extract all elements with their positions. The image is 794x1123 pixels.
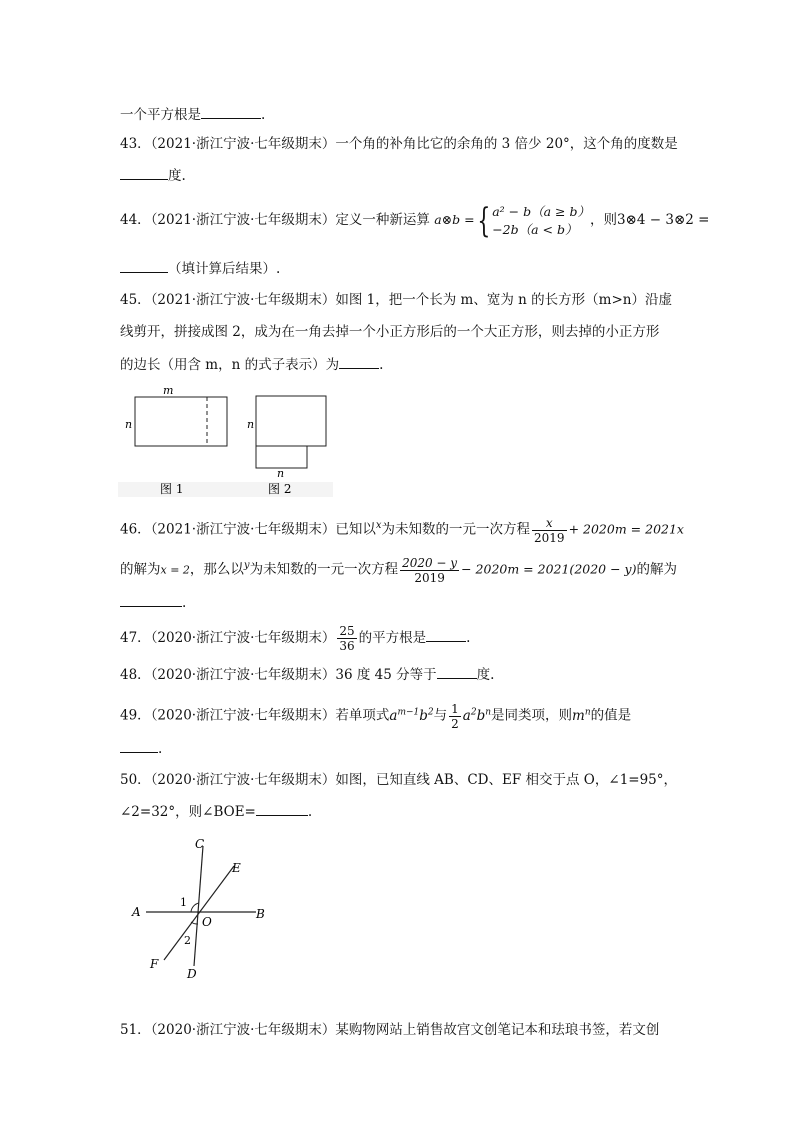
question-number: 51． bbox=[120, 1022, 151, 1038]
equation: + 2020m = 2021x bbox=[568, 521, 684, 537]
label-n: n bbox=[277, 467, 285, 480]
question-source: （2020·浙江宁波·七年级期末） bbox=[150, 1022, 336, 1038]
question-text: 为未知数的一元一次方程 bbox=[249, 561, 399, 578]
question-source: （2020·浙江宁波·七年级期末） bbox=[150, 707, 336, 724]
figure-50 bbox=[128, 832, 278, 982]
exponent: m−1 bbox=[397, 707, 420, 717]
answer-blank[interactable] bbox=[120, 738, 158, 753]
question-source: （2020·浙江宁波·七年级期末） bbox=[150, 630, 336, 646]
answer-blank[interactable] bbox=[120, 592, 182, 607]
answer-blank[interactable] bbox=[201, 104, 261, 119]
question-text: 如图，已知直线 AB、CD、EF 相交于点 O，∠1=95°， bbox=[335, 772, 678, 788]
question-text: . bbox=[158, 741, 163, 757]
angle-1-label: 1 bbox=[180, 896, 187, 909]
monomial-1 bbox=[389, 708, 433, 724]
base-b: b bbox=[476, 707, 486, 724]
exponent: 2 bbox=[427, 707, 434, 717]
question-text: 度. bbox=[168, 168, 186, 184]
question-43-cont bbox=[120, 165, 186, 186]
answer-blank[interactable] bbox=[120, 165, 168, 180]
fraction bbox=[400, 556, 459, 585]
operation-definition: a⊗b = bbox=[434, 212, 475, 227]
question-number: 46． bbox=[120, 521, 151, 538]
question-45-cont2 bbox=[120, 354, 383, 375]
question-text: ，那么以 bbox=[189, 561, 244, 578]
case-2: −2b（a < b） bbox=[492, 221, 578, 237]
question-text: （填计算后结果）. bbox=[168, 261, 281, 277]
line-CD bbox=[194, 846, 203, 966]
question-46 bbox=[120, 508, 684, 548]
question-text: 的边长（用含 m，n 的式子表示）为 bbox=[120, 357, 340, 373]
piecewise-cases bbox=[492, 203, 590, 239]
point-C-label: C bbox=[195, 837, 205, 851]
question-text: . bbox=[182, 595, 187, 611]
point-A-label: A bbox=[132, 905, 141, 919]
question-49-cont bbox=[120, 738, 162, 759]
caption-fig1: 图 1 bbox=[160, 482, 184, 496]
question-text: 线剪开，拼接成图 2，成为在一角去掉一个小正方形后的一个大正方形，则去掉的小正方形 bbox=[120, 324, 660, 340]
fraction-denominator: 2 bbox=[451, 716, 459, 731]
question-source: （2021·浙江宁波·七年级期末） bbox=[150, 212, 336, 228]
large-rectangle bbox=[256, 396, 326, 446]
brace: { bbox=[476, 200, 490, 241]
line-EF bbox=[164, 866, 234, 960]
question-51 bbox=[120, 1020, 659, 1040]
question-number: 47． bbox=[120, 630, 151, 646]
question-48 bbox=[120, 664, 494, 685]
q42-tail bbox=[120, 104, 265, 125]
question-source: （2020·浙江宁波·七年级期末） bbox=[150, 772, 336, 788]
power-m-n bbox=[572, 708, 591, 724]
question-number: 50． bbox=[120, 772, 151, 788]
fraction bbox=[449, 702, 461, 731]
question-source: （2021·浙江宁波·七年级期末） bbox=[150, 136, 336, 152]
question-text: 若单项式 bbox=[335, 707, 390, 724]
small-strip bbox=[256, 446, 307, 468]
fraction-denominator: 36 bbox=[339, 639, 355, 653]
figure-45 bbox=[118, 382, 333, 497]
caption-fig2: 图 2 bbox=[268, 482, 292, 496]
answer-blank[interactable] bbox=[426, 627, 466, 642]
question-text: ，则3⊗4 − 3⊗2 = bbox=[589, 212, 710, 228]
question-46-cont2 bbox=[120, 592, 186, 613]
variable-x: x bbox=[375, 520, 382, 531]
question-text: 的解为 bbox=[120, 561, 161, 578]
question-text: 某购物网站上销售故宫文创笔记本和珐琅书签，若文创 bbox=[335, 1022, 660, 1038]
q42-text: 一个平方根是 bbox=[120, 107, 201, 123]
question-text: . bbox=[466, 630, 471, 646]
question-source: （2020·浙江宁波·七年级期末） bbox=[150, 667, 336, 683]
angle-2-label: 2 bbox=[184, 934, 191, 947]
answer-blank[interactable] bbox=[120, 258, 168, 273]
base-b: b bbox=[419, 707, 428, 724]
question-text: 是同类项，则 bbox=[491, 707, 573, 724]
question-44 bbox=[120, 200, 709, 240]
question-50-cont bbox=[120, 801, 312, 822]
question-text: 为未知数的一元一次方程 bbox=[381, 521, 531, 538]
question-49 bbox=[120, 696, 631, 732]
point-E-label: E bbox=[232, 861, 241, 875]
question-number: 49． bbox=[120, 707, 151, 724]
fraction-denominator: 2019 bbox=[414, 570, 445, 585]
fraction bbox=[337, 624, 356, 653]
question-44-cont bbox=[120, 258, 280, 279]
fraction-denominator: 2019 bbox=[534, 530, 565, 545]
question-source: （2021·浙江宁波·七年级期末） bbox=[150, 292, 336, 308]
q42-end: . bbox=[261, 107, 266, 123]
monomial-2 bbox=[463, 708, 491, 724]
question-text: ∠2=32°，则∠BOE= bbox=[120, 804, 256, 820]
point-D-label: D bbox=[187, 967, 197, 981]
question-text: 的解为 bbox=[636, 561, 677, 578]
fraction-numerator: 25 bbox=[339, 624, 355, 638]
caption-band bbox=[118, 482, 333, 497]
answer-blank[interactable] bbox=[339, 354, 379, 369]
question-47 bbox=[120, 622, 470, 654]
base-m: m bbox=[572, 707, 585, 724]
fraction-numerator: x bbox=[532, 516, 567, 531]
question-text: 36 度 45 分等于 bbox=[335, 667, 437, 683]
question-text: 的值是 bbox=[590, 707, 632, 724]
label-m: m bbox=[163, 384, 174, 397]
question-text: . bbox=[307, 804, 313, 820]
label-n: n bbox=[247, 418, 255, 431]
question-text: 与 bbox=[433, 707, 448, 724]
question-text: 一个角的补角比它的余角的 3 倍少 20°，这个角的度数是 bbox=[335, 136, 678, 152]
question-text: 定义一种新运算 bbox=[335, 212, 430, 228]
question-text: . bbox=[379, 357, 384, 373]
point-O-label: O bbox=[202, 915, 212, 929]
question-number: 44． bbox=[120, 212, 151, 228]
question-number: 48． bbox=[120, 667, 151, 683]
label-n: n bbox=[125, 418, 133, 431]
point-B-label: B bbox=[256, 907, 265, 921]
exponent: n bbox=[485, 707, 492, 717]
question-50 bbox=[120, 770, 677, 790]
case-1: a² − b（a ≥ b） bbox=[492, 203, 590, 219]
point-F-label: F bbox=[150, 957, 159, 971]
question-text: 度. bbox=[476, 667, 495, 683]
question-number: 43． bbox=[120, 136, 151, 152]
question-45 bbox=[120, 290, 672, 310]
base-a: a bbox=[462, 707, 471, 724]
question-45-cont bbox=[120, 322, 659, 342]
answer-blank[interactable] bbox=[437, 664, 477, 679]
question-text: 的平方根是 bbox=[358, 630, 427, 646]
base-a: a bbox=[389, 707, 398, 724]
variable-y: y bbox=[243, 560, 250, 571]
question-46-cont bbox=[120, 548, 677, 589]
question-43 bbox=[120, 134, 678, 154]
exponent: n bbox=[584, 707, 591, 717]
solution-value: x = 2 bbox=[160, 563, 190, 577]
answer-blank[interactable] bbox=[256, 801, 308, 816]
fraction bbox=[532, 516, 567, 545]
equation: − 2020m = 2021(2020 − y) bbox=[461, 561, 637, 577]
rectangle-shape bbox=[135, 397, 227, 446]
fraction-numerator: 1 bbox=[451, 701, 459, 716]
exponent: 2 bbox=[470, 707, 477, 717]
question-source: （2021·浙江宁波·七年级期末） bbox=[150, 521, 336, 538]
question-text: 如图 1，把一个长为 m、宽为 n 的长方形（m>n）沿虚 bbox=[335, 292, 672, 308]
question-text: 已知以 bbox=[335, 521, 376, 538]
question-number: 45． bbox=[120, 292, 151, 308]
fraction-numerator: 2020 − y bbox=[402, 555, 458, 570]
